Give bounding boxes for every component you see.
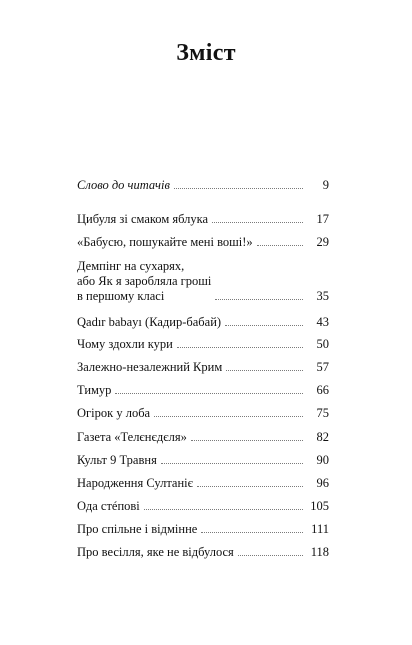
toc-entry-title: Чому здохли кури bbox=[77, 337, 173, 351]
toc-entry-title: Цибуля зі смаком яблука bbox=[77, 212, 209, 226]
toc-entry-page: 17 bbox=[316, 212, 329, 226]
toc-entry-page: 105 bbox=[310, 499, 329, 513]
toc-entry-page: 50 bbox=[316, 337, 329, 351]
toc-entry bbox=[77, 315, 329, 330]
toc-entry-page: 35 bbox=[316, 289, 329, 303]
toc-entry-title: Про спільне і відмінне bbox=[77, 522, 198, 536]
toc-entry-page: 57 bbox=[316, 360, 329, 374]
toc-entry-title: Газета «Телєнєдєля» bbox=[77, 430, 187, 444]
toc-entry-title: «Бабусю, пошукайте мені воші!» bbox=[77, 235, 253, 249]
toc-dot-leader bbox=[215, 299, 303, 300]
toc-entry bbox=[77, 337, 329, 352]
toc-entry-page: 111 bbox=[311, 522, 329, 536]
toc-entry-title: Слово до читачів bbox=[77, 178, 170, 192]
toc-entry bbox=[77, 360, 329, 375]
toc-entry-title: Огірок у лоба bbox=[77, 406, 151, 420]
toc-dot-leader bbox=[238, 555, 303, 556]
page-title: Зміст bbox=[176, 40, 236, 66]
toc-dot-leader bbox=[197, 486, 303, 487]
toc-entry-page: 118 bbox=[310, 545, 329, 559]
toc-dot-leader bbox=[154, 416, 303, 417]
toc-entry-page: 90 bbox=[316, 453, 329, 467]
toc-entry-title: Демпінг на сухарях, або Як я заробляла гроші в першому класі bbox=[77, 259, 212, 303]
toc-entry bbox=[77, 383, 329, 398]
toc-dot-leader bbox=[226, 370, 303, 371]
toc-entry-title: Qadır babayı (Кадир-бабай) bbox=[77, 315, 222, 329]
toc-dot-leader bbox=[201, 532, 303, 533]
toc-entry bbox=[77, 545, 329, 560]
toc-entry bbox=[77, 476, 329, 491]
toc-entry bbox=[77, 430, 329, 445]
toc-entry bbox=[77, 212, 329, 227]
toc-entry bbox=[77, 499, 329, 514]
toc-dot-leader bbox=[177, 347, 303, 348]
toc-entry-page: 75 bbox=[316, 406, 329, 420]
toc-dot-leader bbox=[191, 440, 303, 441]
toc-dot-leader bbox=[161, 463, 303, 464]
toc-entry-page: 66 bbox=[316, 383, 329, 397]
toc-entry bbox=[77, 178, 329, 193]
toc-entry-page: 29 bbox=[316, 235, 329, 249]
toc-entry-page: 43 bbox=[316, 315, 329, 329]
toc-dot-leader bbox=[225, 325, 303, 326]
toc-dot-leader bbox=[115, 393, 303, 394]
toc-entry-title: Народження Султаніє bbox=[77, 476, 194, 490]
toc-entry-title: Культ 9 Травня bbox=[77, 453, 157, 467]
toc-entry bbox=[77, 522, 329, 537]
toc-entry-page: 9 bbox=[322, 178, 329, 192]
toc-dot-leader bbox=[257, 245, 303, 246]
toc-entry-title: Про весілля, яке не відбулося bbox=[77, 545, 234, 559]
toc-dot-leader bbox=[212, 222, 303, 223]
toc-entry-title: Ода стéпові bbox=[77, 499, 140, 513]
toc-entry bbox=[77, 453, 329, 468]
toc-entry bbox=[77, 235, 329, 250]
toc-dot-leader bbox=[144, 509, 303, 510]
toc-entry-title: Залежно-незалежний Крим bbox=[77, 360, 223, 374]
toc-entry bbox=[77, 259, 329, 304]
toc-entry-page: 82 bbox=[316, 430, 329, 444]
toc-entry bbox=[77, 406, 329, 421]
toc-entry-page: 96 bbox=[316, 476, 329, 490]
toc-dot-leader bbox=[174, 188, 303, 189]
toc-entry-title: Тимур bbox=[77, 383, 112, 397]
